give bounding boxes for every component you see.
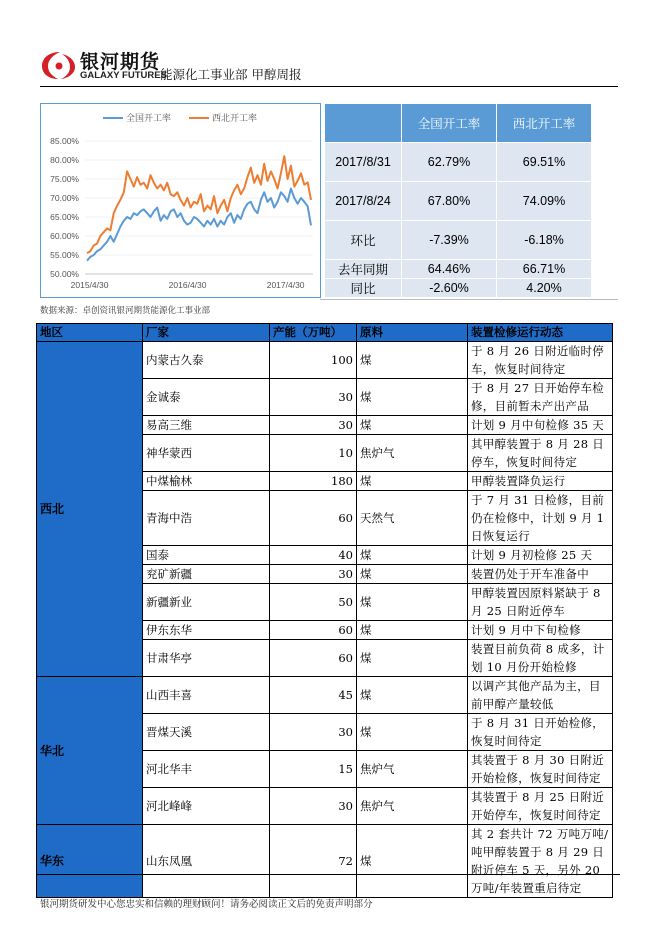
y-tick-label: 55.00%	[50, 250, 79, 260]
data-source-note: 数据来源：卓创资讯银河期货能源化工事业部	[40, 306, 211, 316]
company-cell: 伊东东华	[143, 621, 270, 640]
feedstock-cell: 煤	[357, 640, 468, 677]
col-header-capacity: 产能（万吨）	[270, 324, 357, 342]
y-tick-label: 85.00%	[50, 136, 79, 146]
capacity-cell: 60	[270, 640, 357, 677]
x-tick-label: 2016/4/30	[168, 280, 207, 290]
feedstock-cell: 煤	[357, 825, 468, 898]
company-cell: 新疆新业	[143, 584, 270, 621]
company-cell: 晋煤天溪	[143, 714, 270, 751]
company-cell: 内蒙古久泰	[143, 342, 270, 379]
company-cell: 神华蒙西	[143, 435, 270, 472]
capacity-cell: 30	[270, 714, 357, 751]
company-cell: 中煤榆林	[143, 472, 270, 491]
col-header-region: 地区	[37, 324, 143, 342]
capacity-cell: 30	[270, 379, 357, 416]
summary-row-label: 同比	[325, 279, 402, 298]
summary-cell: 69.51%	[497, 143, 592, 182]
company-cell: 甘肃华亭	[143, 640, 270, 677]
legend-label: 全国开工率	[126, 114, 172, 124]
company-cell: 河北华丰	[143, 751, 270, 788]
y-tick-label: 80.00%	[50, 155, 79, 165]
status-cell: 于 8 月 26 日附近临时停车，恢复时间待定	[468, 342, 613, 379]
summary-divider	[320, 299, 618, 300]
summary-cell: 4.20%	[497, 279, 592, 298]
feedstock-cell: 煤	[357, 546, 468, 565]
status-cell: 于 8 月 27 日开始停车检修，目前暂未产出产品	[468, 379, 613, 416]
region-cell: 西北	[37, 342, 143, 677]
capacity-cell: 60	[270, 491, 357, 546]
x-tick-label: 2017/4/30	[266, 280, 305, 290]
capacity-cell: 30	[270, 565, 357, 584]
capacity-cell: 72	[270, 825, 357, 898]
capacity-cell: 60	[270, 621, 357, 640]
company-cell: 山西丰喜	[143, 677, 270, 714]
status-cell: 其甲醇装置于 8 月 28 日停车，恢复时间待定	[468, 435, 613, 472]
y-tick-label: 70.00%	[50, 193, 79, 203]
capacity-cell: 180	[270, 472, 357, 491]
feedstock-cell: 煤	[357, 379, 468, 416]
capacity-cell: 100	[270, 342, 357, 379]
feedstock-cell: 煤	[357, 416, 468, 435]
company-cell: 易高三维	[143, 416, 270, 435]
feedstock-cell: 煤	[357, 621, 468, 640]
summary-cell: 66.71%	[497, 260, 592, 279]
summary-row-label: 去年同期	[325, 260, 402, 279]
summary-cell: 74.09%	[497, 182, 592, 221]
company-cell: 金诚泰	[143, 379, 270, 416]
summary-table	[324, 103, 592, 298]
footer-disclaimer: 银河期货研发中心您忠实和信赖的理财顾问！请务必阅读正文后的免责声明部分	[40, 899, 373, 910]
page-title: 能源化工事业部 甲醇周报	[160, 67, 302, 82]
header-divider	[40, 86, 618, 87]
status-cell: 装置目前负荷 8 成多，计划 10 月份开始检修	[468, 640, 613, 677]
legend-label: 西北开工率	[212, 114, 258, 124]
company-cell: 河北峰峰	[143, 788, 270, 825]
galaxy-logo-icon	[40, 48, 80, 82]
summary-cell: 62.79%	[402, 143, 497, 182]
status-cell: 计划 9 月初检修 25 天	[468, 546, 613, 565]
summary-header-blank	[325, 104, 402, 143]
y-tick-label: 65.00%	[50, 212, 79, 222]
y-tick-label: 75.00%	[50, 174, 79, 184]
chart-legend	[103, 112, 257, 124]
feedstock-cell: 煤	[357, 565, 468, 584]
summary-cell: -6.18%	[497, 221, 592, 260]
feedstock-cell: 煤	[357, 472, 468, 491]
status-cell: 其装置于 8 月 25 日附近开始停车，恢复时间待定	[468, 788, 613, 825]
y-tick-label: 50.00%	[50, 269, 79, 279]
y-tick-label: 60.00%	[50, 231, 79, 241]
plot-area	[87, 156, 311, 261]
utilization-line-chart	[41, 104, 320, 297]
series-line-northwest	[87, 156, 311, 253]
status-cell: 计划 9 月中旬检修 35 天	[468, 416, 613, 435]
x-tick-label: 2015/4/30	[70, 280, 109, 290]
status-cell: 以调产其他产品为主，目前甲醇产量较低	[468, 677, 613, 714]
status-cell: 其装置于 8 月 30 日附近开始检修，恢复时间待定	[468, 751, 613, 788]
status-cell: 装置仍处于开车准备中	[468, 565, 613, 584]
table-row	[37, 342, 613, 379]
feedstock-cell: 煤	[357, 342, 468, 379]
capacity-cell: 45	[270, 677, 357, 714]
feedstock-cell: 天然气	[357, 491, 468, 546]
col-header-feedstock: 原料	[357, 324, 468, 342]
summary-row-label: 环比	[325, 221, 402, 260]
feedstock-cell: 煤	[357, 584, 468, 621]
plant-status-table	[36, 323, 613, 898]
capacity-cell: 30	[270, 788, 357, 825]
col-header-status: 装置检修运行动态	[468, 324, 613, 342]
x-axis	[71, 274, 313, 290]
summary-cell: -7.39%	[402, 221, 497, 260]
summary-cell: -2.60%	[402, 279, 497, 298]
feedstock-cell: 煤	[357, 677, 468, 714]
plant-status-body	[37, 342, 613, 898]
status-cell: 于 8 月 31 日开始检修，恢复时间待定	[468, 714, 613, 751]
status-cell: 甲醇装置降负运行	[468, 472, 613, 491]
summary-header-national: 全国开工率	[402, 104, 497, 143]
brand-name-en: GALAXY FUTURES	[80, 70, 167, 81]
company-cell: 山东凤凰	[143, 825, 270, 898]
capacity-cell: 40	[270, 546, 357, 565]
footer-divider	[36, 874, 620, 875]
feedstock-cell: 焦炉气	[357, 435, 468, 472]
table-row	[37, 825, 613, 898]
table-row	[37, 677, 613, 714]
capacity-cell: 15	[270, 751, 357, 788]
feedstock-cell: 焦炉气	[357, 788, 468, 825]
status-cell: 其 2 套共计 72 万吨万吨/吨甲醇装置于 8 月 29 日附近停车 5 天，另外 20 万吨/年装置重启待定	[468, 825, 613, 898]
status-cell: 于 7 月 31 日检修，目前仍在检修中，计划 9 月 1 日恢复运行	[468, 491, 613, 546]
company-cell: 国泰	[143, 546, 270, 565]
status-cell: 甲醇装置因原料紧缺于 8 月 25 日附近停车	[468, 584, 613, 621]
feedstock-cell: 煤	[357, 714, 468, 751]
status-cell: 计划 9 月中下旬检修	[468, 621, 613, 640]
capacity-cell: 50	[270, 584, 357, 621]
brand-name-cn: 银河期货	[80, 51, 161, 73]
company-cell: 兖矿新疆	[143, 565, 270, 584]
summary-row-label: 2017/8/24	[325, 182, 402, 221]
col-header-company: 厂家	[143, 324, 270, 342]
feedstock-cell: 焦炉气	[357, 751, 468, 788]
summary-cell: 67.80%	[402, 182, 497, 221]
summary-header-northwest: 西北开工率	[497, 104, 592, 143]
region-cell: 华东	[37, 825, 143, 898]
summary-row-label: 2017/8/31	[325, 143, 402, 182]
company-cell: 青海中浩	[143, 491, 270, 546]
capacity-cell: 10	[270, 435, 357, 472]
summary-cell: 64.46%	[402, 260, 497, 279]
region-cell: 华北	[37, 677, 143, 825]
capacity-cell: 30	[270, 416, 357, 435]
